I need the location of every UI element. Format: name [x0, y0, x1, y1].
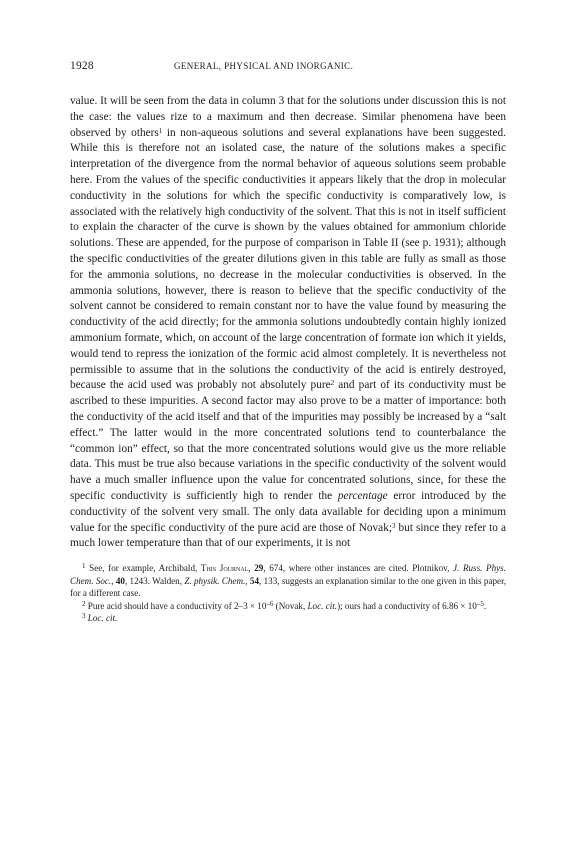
footnote-ref-1[interactable]: 1 [158, 126, 163, 135]
volume-number: 40 [115, 575, 125, 586]
citation: Loc. cit. [307, 600, 338, 611]
journal-name: This Journal [200, 563, 249, 574]
volume-number: 54 [249, 575, 259, 586]
body-text-segment: in non-aqueous solutions and several explanations have been suggested. While this is therefore not an isolated case, the nature of the solutions makes a specific interpretation of the divergence from the normal behavior of aqueous solutions seem probable here. From the values of the specific conductivities it appears likely that the drop in molecular conductivity in the solutions for which the specific conductivity is comparatively low, is associated with the relatively high conductivity of the solvent. That this is not in itself sufficient to explain the character of the curve is shown by the values obtained for ammonium chloride solutions. These are appended, for the purpose of comparison in Table II (see p. 1931); although the specific conductivities of the greater dilutions given in this table are fully as small as those for the ammonia solutions, no decrease in the molecular conductivities is observed. In the ammonia solutions, however, there is reason to believe that the specific conductivity of the solvent cannot be considered to remain constant nor to have the value found by measuring the conductivity of the acid directly; for the ammonia solutions undoubtedly contain highly ionized ammonium formate, which, on account of the large concentration of formate ion which it yields, would tend to repress the ionization of the formic acid almost completely. It is nevertheless not permissible to assume that in the solutions the conductivity of the acid is entirely destroyed, because the acid used was probably not absolutely pure [70, 126, 506, 392]
footnote-1: $^1$ See, for example, Archibald, This Journal, 29, 674, where other instances are cited. Plotnikov, J. Russ. Phys. Chem. Soc., 40, 1243. Walden, Z. physik. Chem., 54, 133, suggests an explanation similar to the one given in this paper, for a different case. [70, 562, 507, 599]
body-text-segment: value. It will be seen from the data in column 3 that for the solutions under discussion this is not the case: the values rize to a maximum and then decrease. Similar phenomena have been observed by others [70, 95, 506, 139]
footnote-ref-3[interactable]: 3 [392, 521, 396, 530]
running-title: GENERAL, PHYSICAL AND INORGANIC. [174, 61, 354, 71]
footnote-marker: 1 [82, 562, 86, 571]
citation: Loc. cit. [85, 613, 118, 624]
footnote-3 [70, 612, 506, 625]
journal-page [70, 60, 506, 625]
volume-number: 29 [254, 563, 264, 574]
body-text-segment: but since they refer to a much lower temperature than that of our experiments, it is not [70, 521, 506, 550]
page-number: 1928 [70, 60, 94, 72]
footnote-2: $^2$ Pure acid should have a conductivity of $2-3 \times 10^{-6}$ (Novak, Loc. cit.); ours had a conductivity of $6.86 \times 10^{-5}$. [82, 599, 487, 611]
emphasis-percentage: percentage [337, 489, 388, 502]
body-paragraph [70, 94, 506, 552]
body-text-segment: error introduced by the conductivity of the solvent very small. The only data available for deciding upon a minimum value for the specific conductivity of the pure acid are those of Novak; [70, 489, 506, 534]
exponent: –6 [266, 599, 274, 608]
journal-name: Z. physik. Chem. [184, 575, 246, 586]
footnote-marker: 2 [82, 599, 86, 608]
footnotes [70, 562, 506, 625]
footnote-marker: 3 [82, 612, 86, 621]
body-text [70, 94, 506, 552]
footnote-ref-2[interactable]: 2 [330, 379, 335, 388]
journal-name: J. Russ. Phys. Chem. Soc. [70, 563, 506, 586]
body-text-segment: and part of its conductivity must be ascribed to these impurities. A second factor may also prove to be a matter of importance: both the conductivity of the acid itself and that of the impurities may possibly be increased by a “salt effect.” The latter would in the more concentrated solutions tend to counterbalance the “common ion” effect, so that the more concentrated solutions would give us the more reliable data. This must be true also because variations in the specific conductivity of the solvent would have a much smaller influence upon the value for concentrated solutions, since, for these the specific conductivity is sufficiently high to render the [70, 379, 506, 502]
exponent: –5 [476, 599, 484, 608]
running-head [70, 60, 506, 76]
